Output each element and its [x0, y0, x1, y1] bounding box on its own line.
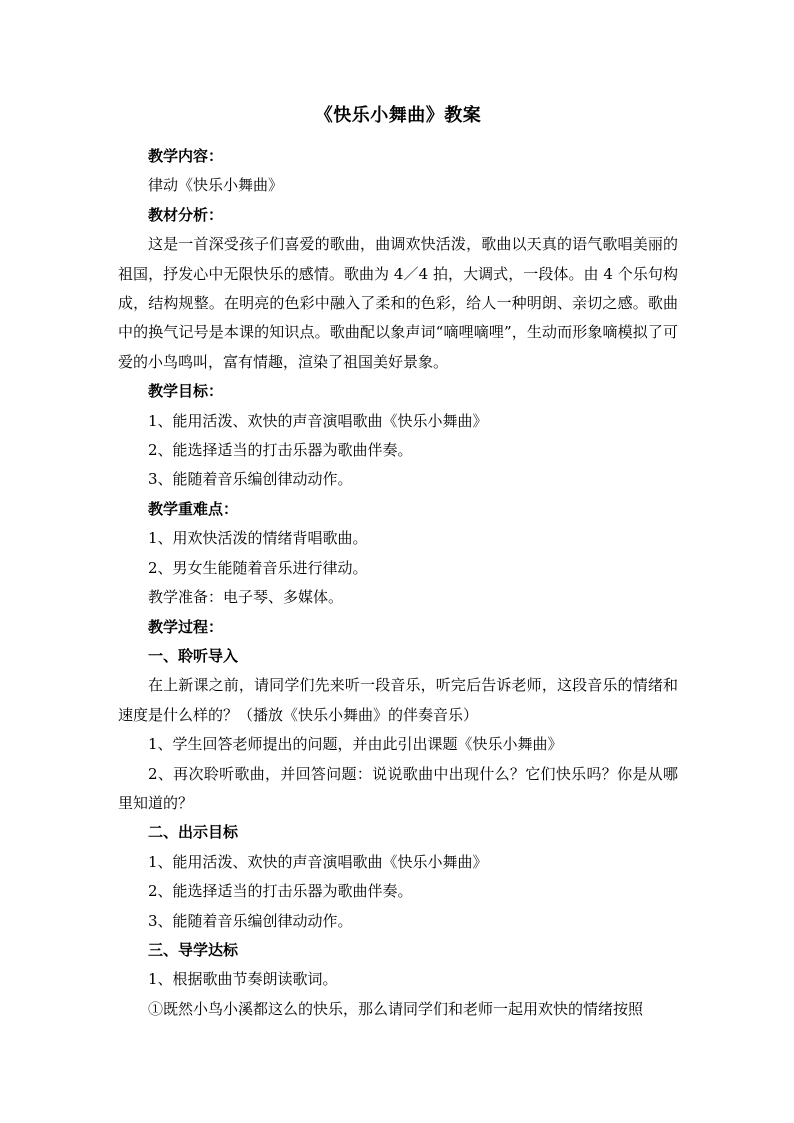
- section-1-paragraph: 在上新课之前，请同学们先来听一段音乐，听完后告诉老师，这段音乐的情绪和速度是什么样的？（播放《快乐小舞曲》的伴奏音乐）: [118, 676, 678, 724]
- goal-item: 2、能选择适当的打击乐器为歌曲伴奏。: [148, 441, 413, 460]
- heading-teaching-process: 教学过程：: [148, 617, 224, 636]
- goal-item: 3、能随着音乐编创律动动作。: [148, 470, 353, 489]
- section-2-item: 3、能随着音乐编创律动动作。: [148, 911, 353, 930]
- document-body: [118, 101, 678, 1024]
- heading-key-difficulties: 教学重难点：: [148, 499, 239, 518]
- section-3-item: 1、根据歌曲节奏朗读歌词。: [148, 970, 338, 989]
- difficulty-item: 1、用欢快活泼的情绪背唱歌曲。: [148, 529, 368, 548]
- difficulty-item: 2、男女生能随着音乐进行律动。: [148, 558, 368, 577]
- document-title: 《快乐小舞曲》教案: [314, 105, 482, 126]
- teaching-content-text: 律动《快乐小舞曲》: [148, 176, 284, 195]
- section-1-item: 2、再次聆听歌曲，并回答问题：说说歌曲中出现什么？它们快乐吗？你是从哪里知道的？: [118, 764, 678, 812]
- section-2-item: 2、能选择适当的打击乐器为歌曲伴奏。: [148, 882, 413, 901]
- teaching-preparation: 教学准备：电子琴、多媒体。: [148, 588, 344, 607]
- goal-item: 1、能用活泼、欢快的声音演唱歌曲《快乐小舞曲》: [148, 411, 488, 430]
- section-2-title: 二、出示目标: [148, 823, 239, 842]
- section-3-title: 三、导学达标: [148, 940, 239, 959]
- section-1-title: 一、聆听导入: [148, 646, 239, 665]
- material-analysis-paragraph: 这是一首深受孩子们喜爱的歌曲，曲调欢快活泼，歌曲以天真的语气歌唱美丽的祖国，抒发心中无限快乐的感情。歌曲为 4／4 拍，大调式，一段体。由 4 个乐句构成，结构规整。在明亮的色彩中融入了柔和的色彩，给人一种明朗、亲切之感。歌曲中的换气记号是本课的知识点。歌曲配以象声词“嘀哩嘀哩”，生动而形象嘀模拟了可爱的小鸟鸣叫，富有情趣，渲染了祖国美好景象。: [118, 235, 678, 371]
- heading-teaching-content: 教学内容：: [148, 147, 224, 165]
- heading-teaching-goals: 教学目标：: [148, 382, 224, 401]
- heading-material-analysis: 教材分析：: [148, 205, 224, 224]
- section-3-item: ①既然小鸟小溪都这么的快乐，那么请同学们和老师一起用欢快的情绪按照: [148, 999, 644, 1018]
- section-1-item: 1、学生回答老师提出的问题，并由此引出课题《快乐小舞曲》: [148, 735, 563, 754]
- section-2-item: 1、能用活泼、欢快的声音演唱歌曲《快乐小舞曲》: [148, 852, 488, 871]
